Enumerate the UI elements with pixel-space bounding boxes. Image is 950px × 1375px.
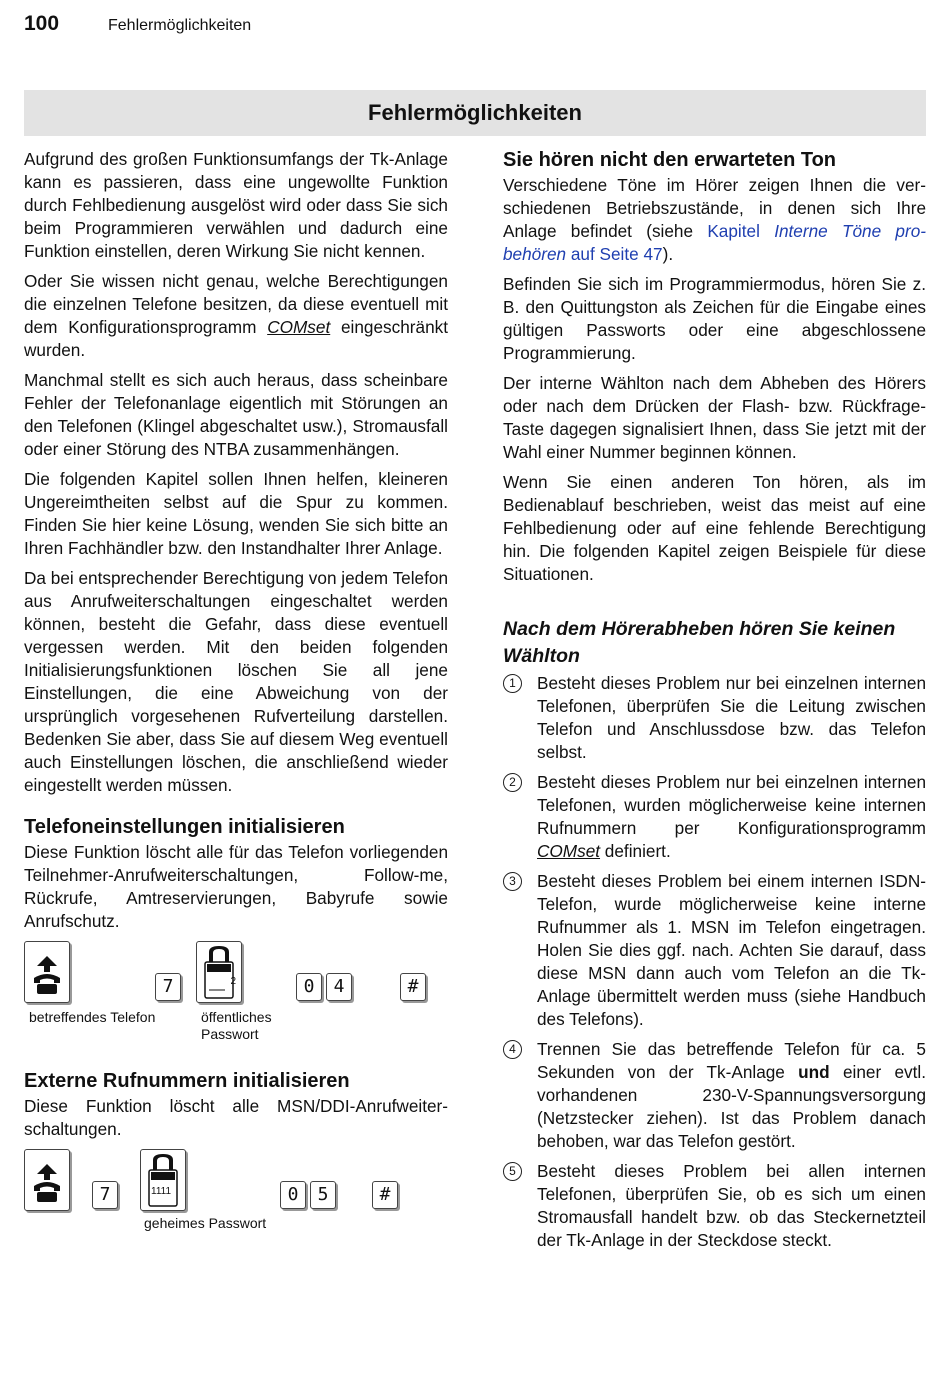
program-name: COMset bbox=[537, 841, 601, 861]
section-heading-kein-waehlton: Nach dem Hörerabheben hören Sie keinen Wählton bbox=[503, 618, 896, 667]
paragraph: Befinden Sie sich im Programmiermodus, hören Sie z. B. den Quittungston als Zeichen für die Eingabe eines gültigen Passworts oder eine abgeschlossene Programmierung. bbox=[503, 274, 926, 363]
handset-lift-icon bbox=[24, 1149, 70, 1211]
caption-phone: betreffendes Telefon bbox=[29, 1009, 156, 1025]
page-header bbox=[24, 12, 926, 40]
paragraph: Diese Funktion löscht alle für das Telefon vorliegenden Teilnehmer-Anrufweiterschaltungen, Follow-me, Rückrufe, Amtreservierungen, Babyrufe sowie Anrufschutz. bbox=[24, 842, 448, 931]
left-column bbox=[24, 148, 448, 1243]
step-number: 2 bbox=[503, 773, 522, 792]
list-item: 4 Trennen Sie das betreffende Telefon für ca. 5 Sekunden von der Tk-Anlage und einer evtl. vorhandenen 230-V-Spannungsversorgung (Netzstecker ziehen). Ist das Problem danach behoben, war das Telefon gestört. bbox=[503, 1038, 926, 1153]
list-item: 1 Besteht dieses Problem nur bei einzelnen internen Telefonen, überprüfen Sie die Leitung zwischen Telefon und Anschlussdose bzw. das Telefon selbst. bbox=[503, 672, 926, 764]
key-7: 7 bbox=[155, 973, 181, 1001]
chapter-banner: Fehlermöglichkeiten bbox=[24, 90, 926, 136]
key-captions bbox=[24, 1005, 448, 1055]
paragraph: Der interne Wählton nach dem Abheben des Hörers oder nach dem Drücken der Flash- bzw. Rückfrage-Taste dagegen signalisiert Ihnen, dass Sie jetzt mit der Wahl einer Nummer beginnen können. bbox=[503, 373, 926, 462]
handset-lift-icon bbox=[24, 941, 70, 1003]
paragraph: Da bei entsprechender Berechtigung von jedem Telefon aus Anrufweiterschaltungen eingeschaltet werden können, besteht die Gefahr, dass diese eventuell vergessen werden. Mit den beiden folgenden Initialisierungsfunktionen löschen Sie all jene Einstellungen, die eine Abweichung von der ursprünglich vorgesehenen Rufverteilung darstellen. Bedenken Sie aber, dass Sie auf diesem Weg eventuell auch Einstellungen löschen, die anschließend wieder eingestellt werden müssen. bbox=[24, 568, 448, 795]
section-heading-externe-rufnummern: Externe Rufnummern initialisieren bbox=[24, 1070, 350, 1092]
key-sequence-telefon bbox=[24, 941, 448, 1005]
step-number: 3 bbox=[503, 872, 522, 891]
key-0: 0 bbox=[280, 1181, 306, 1209]
key-5: 5 bbox=[310, 1181, 336, 1209]
key-7: 7 bbox=[92, 1181, 118, 1209]
program-name: COMset bbox=[267, 317, 331, 337]
section-heading-telefoneinstellungen: Telefoneinstellungen initialisieren bbox=[24, 816, 345, 838]
paragraph: Die folgenden Kapitel sollen Ihnen helfen, kleineren Ungereimtheiten selbst auf die Spur zu kommen. Finden Sie hier keine Lösung, wenden Sie sich bitte an Ihren Fachhändler bzw. den Instandhalter Ihrer Anlage. bbox=[24, 469, 448, 558]
key-captions bbox=[24, 1213, 448, 1243]
running-section-title: Fehlermöglichkeiten bbox=[108, 17, 252, 34]
padlock-secret-password-icon bbox=[140, 1149, 186, 1211]
caption-public-password: öffentliches Passwort bbox=[201, 1009, 272, 1042]
list-item: 5 Besteht dieses Problem bei allen internen Telefonen, überprüfen Sie, ob es sich um einen Stromausfall handelt bzw. ob das Steckernetzteil der Tk-Anlage in der Steckdose steckt. bbox=[503, 1160, 926, 1252]
key-hash: # bbox=[400, 973, 426, 1001]
paragraph: Manchmal stellt es sich auch heraus, dass scheinbare Fehler der Telefonanlage eigentlich mit Störungen an den Telefonen (Klingel abgeschaltet usw.), Stromausfall oder einer Störung des NTBA zusammenhängen. bbox=[24, 370, 448, 459]
step-number: 4 bbox=[503, 1040, 522, 1059]
lock-password-digits: 2 bbox=[230, 976, 236, 987]
list-item: 3 Besteht dieses Problem bei einem internen ISDN-Telefon, wurde möglicherweise keine interne Rufnummer als 1. MSN im Telefon eingetragen. Holen Sie dies ggf. nach. Achten Sie darauf, dass diese MSN dann auch vom Telefon an die Tk-Anlage übermittelt werden muss (siehe Handbuch des Telefons). bbox=[503, 870, 926, 1031]
paragraph: Verschiedene Töne im Hörer zeigen Ihnen die verschiedenen Betriebszustände, in denen sich Ihre Anlage befindet (siehe Kapitel Interne Töne probehören auf Seite 47). bbox=[503, 175, 927, 264]
step-number: 1 bbox=[503, 674, 522, 693]
paragraph: Aufgrund des großen Funktionsumfangs der Tk-Anlage kann es passieren, dass eine ungewollte Funktion durch Fehlbedienung ausgelöst wird oder dass Sie sich beim Programmieren verwählen und dadurch eine Funktion einstellen, deren Wirkung Sie nicht kennen. bbox=[24, 149, 448, 261]
key-0: 0 bbox=[296, 973, 322, 1001]
key-sequence-extern bbox=[24, 1149, 448, 1213]
paragraph: Diese Funktion löscht alle MSN/DDI-Anrufweiterschaltungen. bbox=[24, 1096, 448, 1139]
lock-password-digits: 1111 bbox=[151, 1186, 172, 1197]
paragraph: Oder Sie wissen nicht genau, welche Berechtigungen die einzelnen Telefone besitzen, da diese eventuell mit dem Konfigurationsprogramm COMset eingeschränkt wurden. bbox=[24, 271, 448, 360]
step-number: 5 bbox=[503, 1162, 522, 1181]
padlock-public-password-icon bbox=[196, 941, 242, 1003]
key-hash: # bbox=[372, 1181, 398, 1209]
list-item: 2 Besteht dieses Problem nur bei einzelnen internen Telefonen, wurden möglicherweise keine internen Rufnummern per Konfigurationsprogramm COMset definiert. bbox=[503, 771, 926, 863]
caption-secret-password: geheimes Passwort bbox=[144, 1215, 267, 1231]
cross-reference-link[interactable]: Kapitel Interne Töne probehören auf Seite 47 bbox=[503, 221, 927, 264]
paragraph: Wenn Sie einen anderen Ton hören, als im Bedienablauf beschrieben, weist das meist auf eine Fehlbedienung oder auf eine fehlende Berechtigung hin. Die folgenden Kapitel zeigen Beispiele für diese Situationen. bbox=[503, 472, 926, 584]
right-column bbox=[503, 148, 926, 1259]
section-heading-ton: Sie hören nicht den erwarteten Ton bbox=[503, 149, 837, 171]
page-number: 100 bbox=[24, 12, 60, 35]
key-4: 4 bbox=[326, 973, 352, 1001]
